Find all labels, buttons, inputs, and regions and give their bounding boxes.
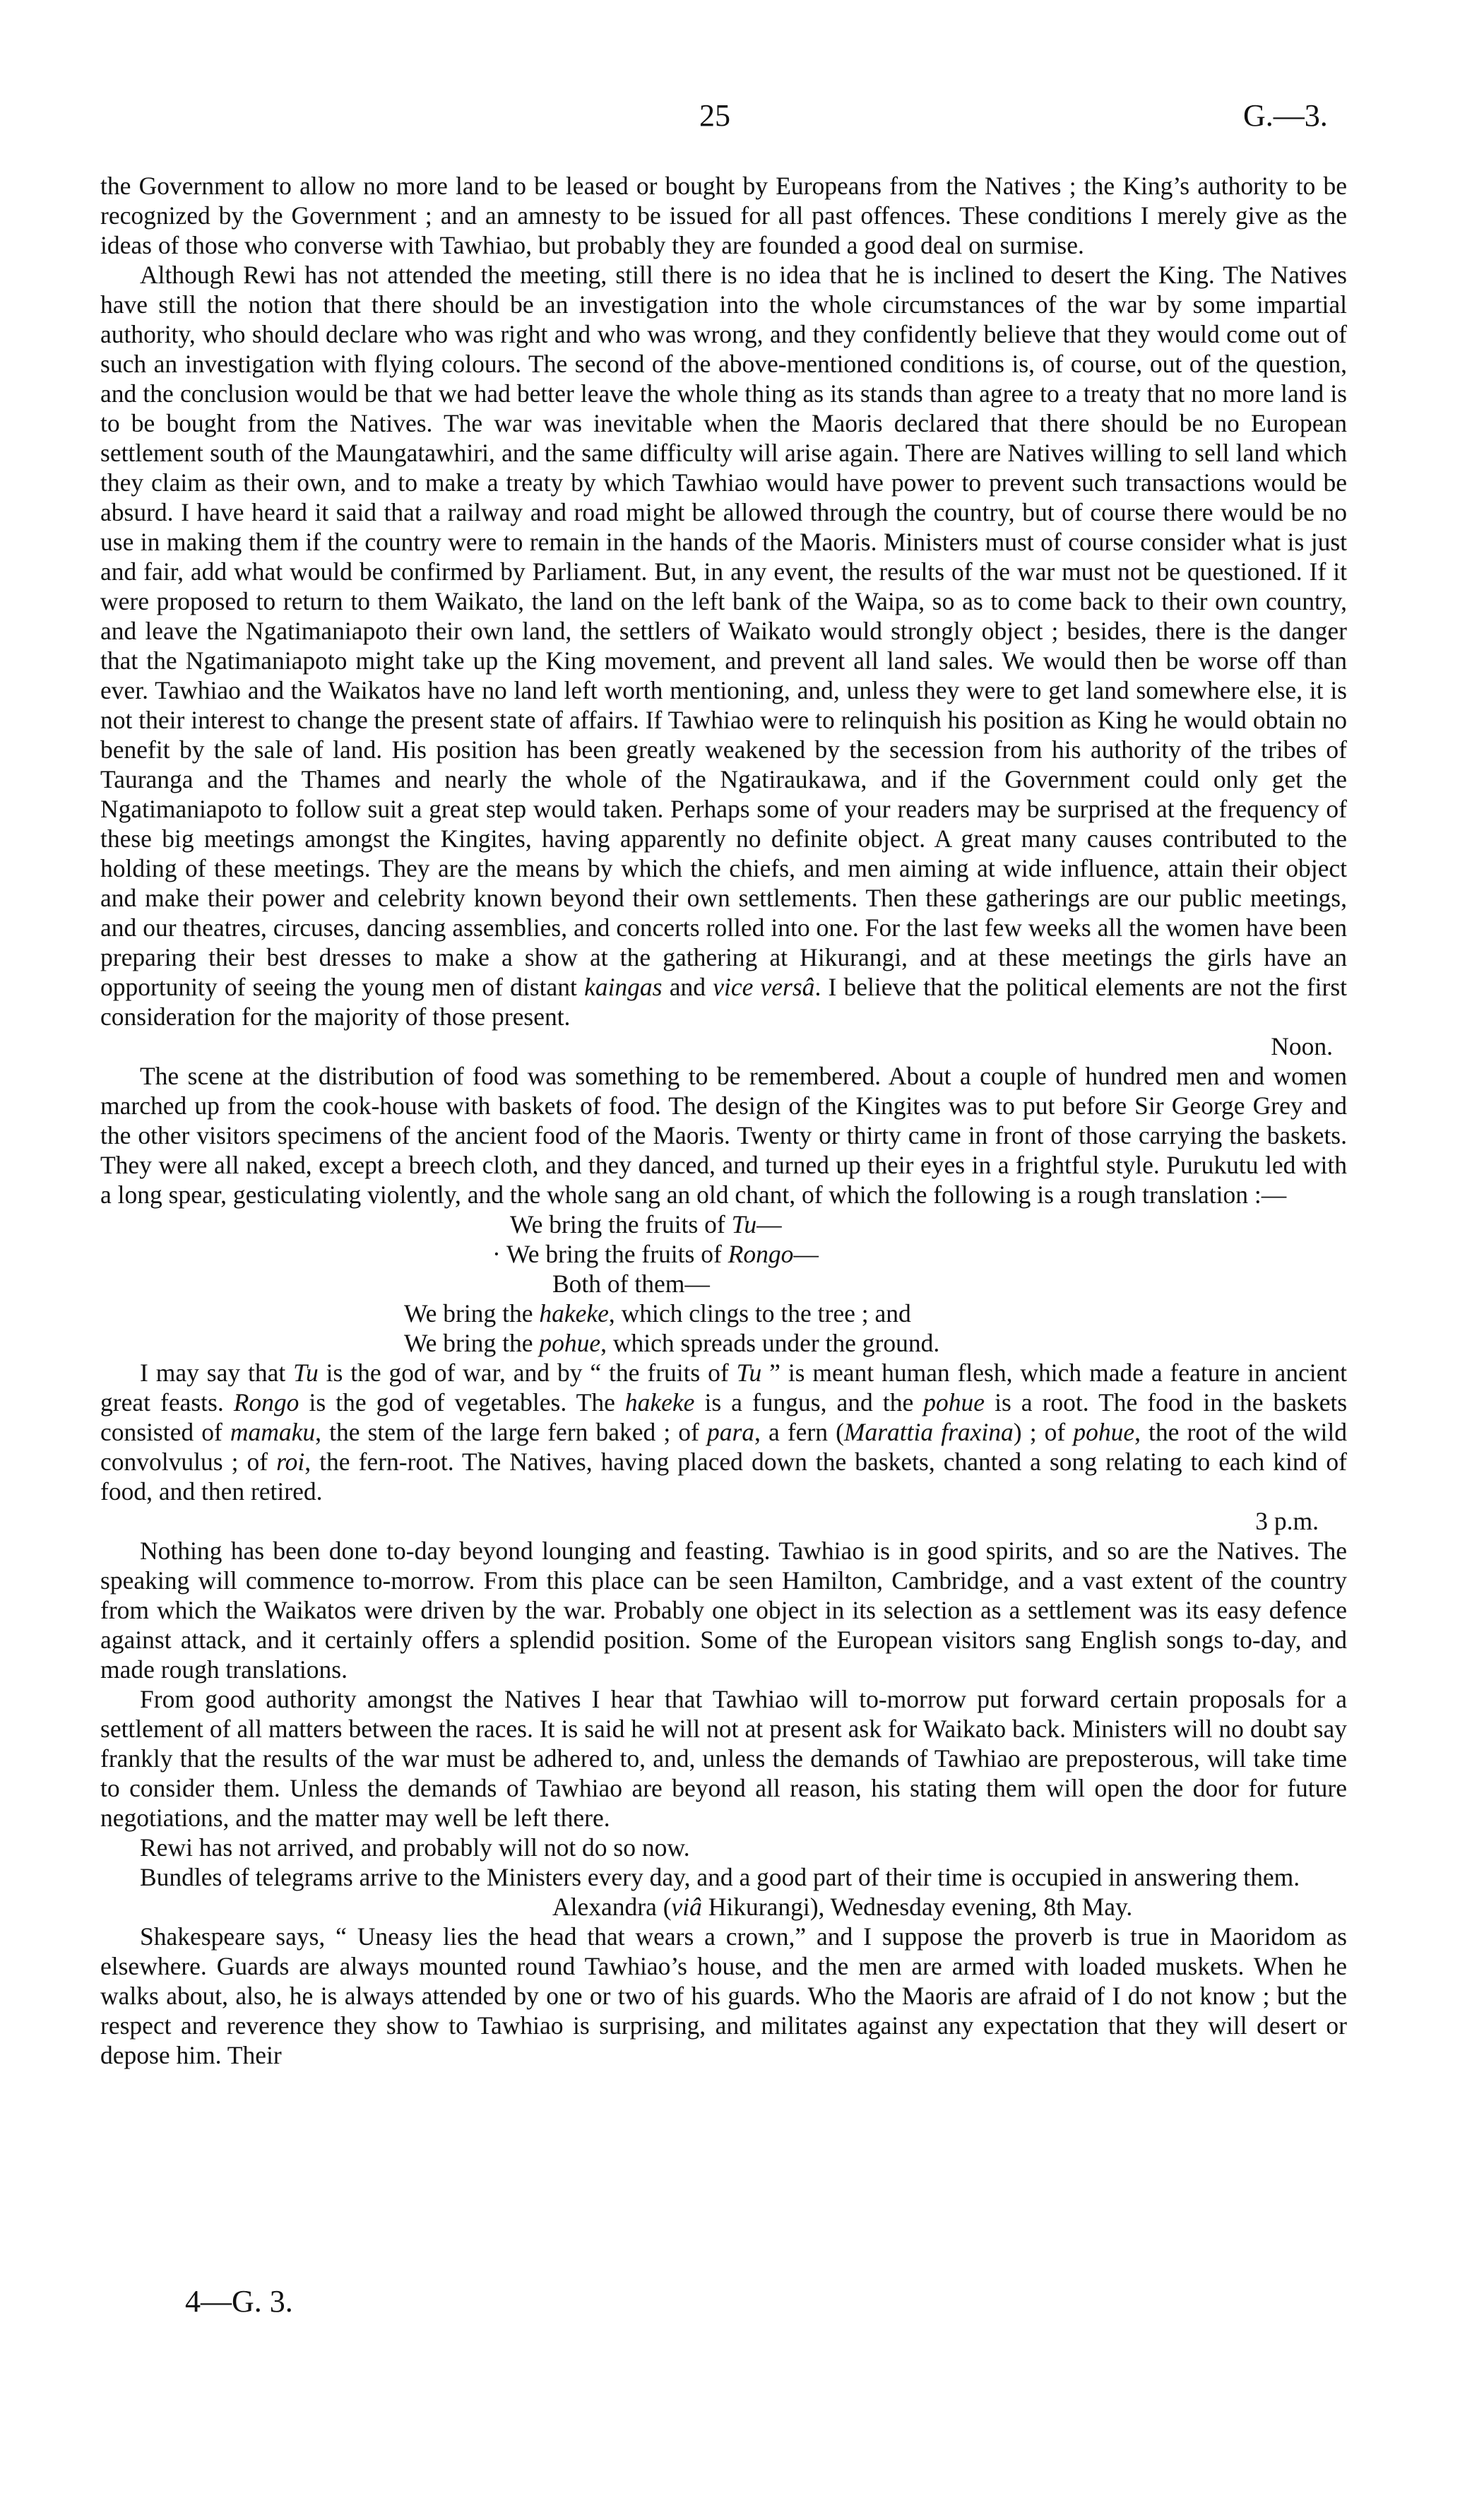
paragraph-2-end: . I believe that the political elements are not the first consideration for the majority of those present.: [100, 973, 1348, 1031]
document-reference: G.—3.: [1243, 98, 1328, 133]
footer-signature: 4—G. 3.: [185, 2284, 293, 2319]
paragraph-4-text: , the stem of the large fern baked ; of: [315, 1418, 699, 1446]
paragraph-2-text: Although Rewi has not attended the meeting, still there is no idea that he is inclined to desert the King. The Natives have still the notion that there should be an investigation into the whole circumstances of the war by some impartial authority, who should declare who was right and who was wrong, and they confidently believe that they would come out of such an investigation with flying colours. The second of the above-mentioned conditions is, of course, out of the question, and the conclusion would be that we had better leave the whole thing as its stands than agree to a treaty that no more land is to be bought from the Natives. The war was inevitable when the Maoris declared that there should be no European settlement south of the Maungatawhiri, and the same difficulty will arise again. There are Natives willing to sell land which they claim as their own, and to make a treaty by which Tawhiao would have power to prevent such transactions would be absurd. I have heard it said that a railway and road might be allowed through the country, but of course there would be no use in making them if the country were to remain in the hands of the Maoris. Ministers must of course consider what is just and fair, add what would be confirmed by Parliament. But, in any event, the results of the war must not be questioned. If it were proposed to return to them Waikato, the land on the left bank of the Waipa, so as to come back to their own country, and leave the Ngatimaniapoto their own land, the settlers of Waikato would strongly object ; besides, there is the danger that the Ngatimaniapoto might take up the King movement, and prevent all land sales. We would then be worse off than ever. Tawhiao and the Waikatos have no land left worth mentioning, and, unless they were to get land somewhere else, it is not their interest to change the present state of affairs. If Tawhiao were to relinquish his position as King he would obtain no benefit by the sale of land. His position has been greatly weakened by the secession from his authority of the tribes of Tauranga and the Thames and nearly the whole of the Ngatiraukawa, and if the Government could only get the Ngatimaniapoto to follow suit a great step would taken. Perhaps some of your readers may be surprised at the frequency of these big meetings amongst the Kingites, having apparently no definite object. A great many causes contributed to the holding of these meetings. They are the means by which the chiefs, and men aiming at wide influence, attain their object and make their power and celebrity known beyond their own settlements. Then these gatherings are our public meetings, and our theatres, circuses, dancing assemblies, and concerts rolled into one. For the last few weeks all the women have been preparing their best dresses to make a show at the gathering at Hikurangi, and at these meetings the girls have an opportunity of seeing the young men of distant: [100, 261, 1347, 1001]
maori-term: pohue: [539, 1329, 601, 1357]
chant-text: —: [756, 1210, 782, 1238]
paragraph-4-text: ) ; of: [1013, 1418, 1066, 1446]
paragraph-3: The scene at the distribution of food was something to be remembered. About a couple of hundred men and women marched up from the cook-house with baskets of food. The design of the Kingites was to put before Sir George Grey and the other visitors specimens of the ancient food of the Maoris. Twenty or thirty came in front of those carrying the baskets. They were all naked, except a breech cloth, and they danced, and turned up their eyes in a frightful style. Purukutu led with a long spear, gesticulating violently, and the whole sang an old chant, of which the following is a rough translation :—: [100, 1062, 1347, 1209]
dateline-text: Alexandra (: [552, 1893, 672, 1921]
paragraph-1: the Government to allow no more land to be leased or bought by Europeans from the Natives ; the King’s authority to be recognized by the Government ; and an amnesty to be issued for all past offences. These conditions I merely give as the ideas of those who converse with Tawhiao, but probably they are founded a good deal on surmise.: [100, 172, 1347, 259]
maori-term: pohue: [1073, 1418, 1135, 1446]
maori-term: Rongo: [728, 1240, 794, 1268]
time-3pm: 3 p.m.: [1255, 1507, 1319, 1535]
latin-term: vice versâ: [713, 973, 815, 1001]
chant-text: · We bring the fruits of: [492, 1240, 722, 1268]
dateline-text: Hikurangi), Wednesday evening, 8th May.: [708, 1893, 1133, 1921]
maori-term: Tu: [293, 1359, 319, 1387]
body-text: [100, 171, 1347, 2070]
maori-term: Tu: [736, 1359, 762, 1387]
paragraph-4-text: , the root of the wild convolvulus ; of: [100, 1418, 1348, 1476]
botanical-name: Marattia fraxina: [843, 1418, 1014, 1446]
paragraph-4-text: is the god of war, and by “ the fruits of: [326, 1359, 729, 1387]
paragraph-2: [100, 260, 1347, 1031]
chant-text: —: [793, 1240, 819, 1268]
conjunction: and: [669, 973, 706, 1001]
paragraph-7: Rewi has not arrived, and probably will not do so now.: [140, 1833, 690, 1862]
maori-term: Tu: [731, 1210, 757, 1238]
chant-line-3: Both of them—: [552, 1270, 710, 1298]
chant-text: We bring the fruits of: [510, 1210, 725, 1238]
maori-term: mamaku: [230, 1418, 316, 1446]
paragraph-4-text: is a fungus, and the: [704, 1388, 914, 1416]
maori-term: roi: [276, 1448, 305, 1476]
chant-line-5: [100, 1328, 1347, 1358]
dateline: [100, 1892, 1347, 1922]
paragraph-4-text: , the fern-root. The Natives, having placed down the baskets, chanted a song relating to each kind of food, and then retired.: [100, 1448, 1348, 1506]
maori-term: kaingas: [584, 973, 663, 1001]
chant-line-2: [100, 1239, 1347, 1269]
paragraph-4: [100, 1358, 1347, 1506]
paragraph-9: Shakespeare says, “ Uneasy lies the head that wears a crown,” and I suppose the proverb is true in Maoridom as elsewhere. Guards are always mounted round Tawhiao’s house, and the men are armed with loaded muskets. When he walks about, also, he is always attended by one or two of his guards. Who the Maoris are afraid of I do not know ; but the respect and reverence they show to Tawhiao is surprising, and militates against any expectation that they will desert or depose him. Their: [100, 1922, 1347, 2069]
chant-text: We bring the: [404, 1329, 533, 1357]
paragraph-4-text: ” is meant human flesh, which made a feature in ancient great feasts.: [100, 1359, 1348, 1416]
paragraph-8: Bundles of telegrams arrive to the Ministers every day, and a good part of their time is occupied in answering them.: [140, 1863, 1300, 1891]
chant-text: , which spreads under the ground.: [600, 1329, 940, 1357]
chant-translation: [100, 1209, 1347, 1358]
paragraph-4-text: is the god of vegetables. The: [309, 1388, 615, 1416]
chant-line-1: [100, 1209, 1347, 1239]
paragraph-4-text: is a root. The food in the baskets consisted of: [100, 1388, 1348, 1446]
maori-term: para: [706, 1418, 755, 1446]
paragraph-6: From good authority amongst the Natives I hear that Tawhiao will to-morrow put forward certain proposals for a settlement of all matters between the races. It is said he will not at present ask for Waikato back. Ministers will no doubt say frankly that the results of the war must be adhered to, and, unless the demands of Tawhiao are preposterous, will take time to consider them. Unless the demands of Tawhiao are beyond all reason, his stating them will open the door for future negotiations, and the matter may well be left there.: [100, 1685, 1347, 1832]
maori-term: pohue: [923, 1388, 985, 1416]
chant-line-4: [100, 1299, 1347, 1328]
time-noon: Noon.: [1271, 1032, 1333, 1060]
chant-text: , which clings to the tree ; and: [608, 1299, 911, 1327]
paragraph-5: Nothing has been done to-day beyond lounging and feasting. Tawhiao is in good spirits, and so are the Natives. The speaking will commence to-morrow. From this place can be seen Hamilton, Cambridge, and a vast extent of the country from which the Waikatos were driven by the war. Probably one object in its selection as a settlement was its easy defence against attack, and it certainly offers a splendid position. Some of the European visitors sang English songs to-day, and made rough translations.: [100, 1537, 1347, 1684]
page-number: 25: [699, 98, 730, 133]
paragraph-4-text: , a fern (: [754, 1418, 844, 1446]
paragraph-4-text: I may say that: [140, 1359, 286, 1387]
maori-term: Rongo: [233, 1388, 299, 1416]
chant-text: We bring the: [404, 1299, 533, 1327]
maori-term: hakeke: [539, 1299, 609, 1327]
latin-term: viâ: [671, 1893, 702, 1921]
maori-term: hakeke: [624, 1388, 695, 1416]
